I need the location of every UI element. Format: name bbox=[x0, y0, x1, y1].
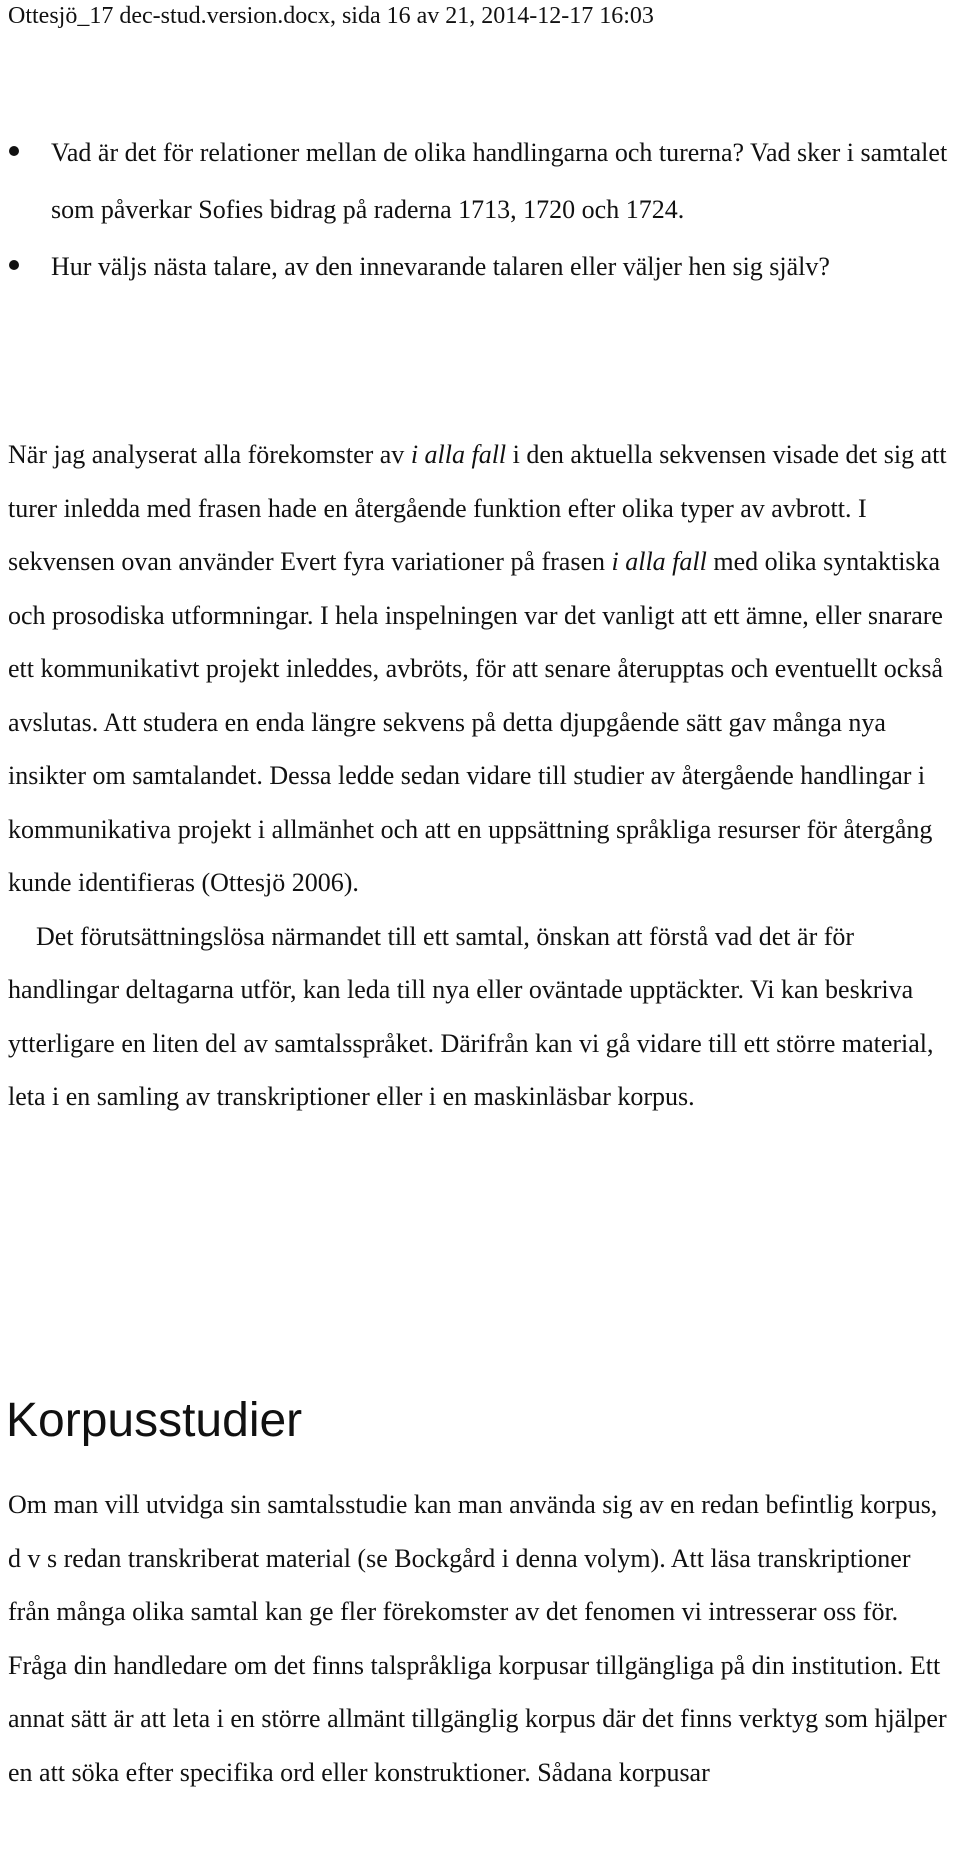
bullet-icon bbox=[9, 260, 19, 270]
bullet-text: Vad är det för relationer mellan de olika handlingarna och turerna? Vad sker i samtalet som påverkar Sofies bidrag på raderna 1713, 1720 och 1724. bbox=[51, 138, 948, 224]
body-text bbox=[8, 428, 953, 1124]
paragraph-text: När jag analyserat alla förekomster av bbox=[8, 440, 411, 469]
document-header: Ottesjö_17 dec-stud.version.docx, sida 16 av 21, 2014-12-17 16:03 bbox=[8, 3, 654, 29]
bullet-item bbox=[8, 124, 948, 238]
bullet-list bbox=[8, 124, 948, 295]
section-heading: Korpusstudier bbox=[6, 1394, 303, 1447]
bullet-text: Hur väljs nästa talare, av den innevarande talaren eller väljer hen sig själv? bbox=[51, 252, 830, 281]
paragraph-text: i den aktuella sekvensen visade det sig att turer inledda med frasen hade en återgående funktion efter olika typer av avbrott. I sekvensen ovan använder Evert fyra variationer på frasen bbox=[8, 440, 947, 576]
paragraph-text: med olika syntaktiska och prosodiska utformningar. I hela inspelningen var det vanligt att ett ämne, eller snarare ett kommunikativt projekt inleddes, avbröts, för att senare återupptas och eventuellt också avslutas. Att studera en enda längre sekvens på detta djupgående sätt gav många nya insikter om samtalandet. Dessa ledde sedan vidare till studier av återgående handlingar i kommunikativa projekt i allmänhet och att en uppsättning språkliga resurser för återgång kunde identifieras (Ottesjö 2006). bbox=[8, 547, 943, 897]
italic-phrase: i alla fall bbox=[611, 547, 707, 576]
italic-phrase: i alla fall bbox=[410, 440, 507, 469]
bullet-icon bbox=[9, 146, 19, 156]
section-body bbox=[8, 1478, 953, 1799]
paragraph bbox=[8, 428, 953, 910]
paragraph: Det förutsättningslösa närmandet till ett samtal, önskan att förstå vad det är för handlingar deltagarna utför, kan leda till nya eller oväntade upptäckter. Vi kan beskriva ytterligare en liten del av samtalsspråket. Därifrån kan vi gå vidare till ett större material, leta i en samling av transkriptioner eller i en maskinläsbar korpus. bbox=[8, 921, 934, 1111]
paragraph: Om man vill utvidga sin samtalsstudie kan man använda sig av en redan befintlig korpus, d v s redan transkriberat material (se Bockgård i denna volym). Att läsa transkriptioner från många olika samtal kan ge fler förekomster av det fenomen vi intresserar oss för. Fråga din handledare om det finns talspråkliga korpusar tillgängliga på din institution. Ett annat sätt är att leta i en större allmänt tillgänglig korpus där det finns verktyg som hjälper en att söka efter specifika ord eller konstruktioner. Sådana korpusar bbox=[8, 1490, 947, 1787]
bullet-item bbox=[8, 238, 948, 295]
